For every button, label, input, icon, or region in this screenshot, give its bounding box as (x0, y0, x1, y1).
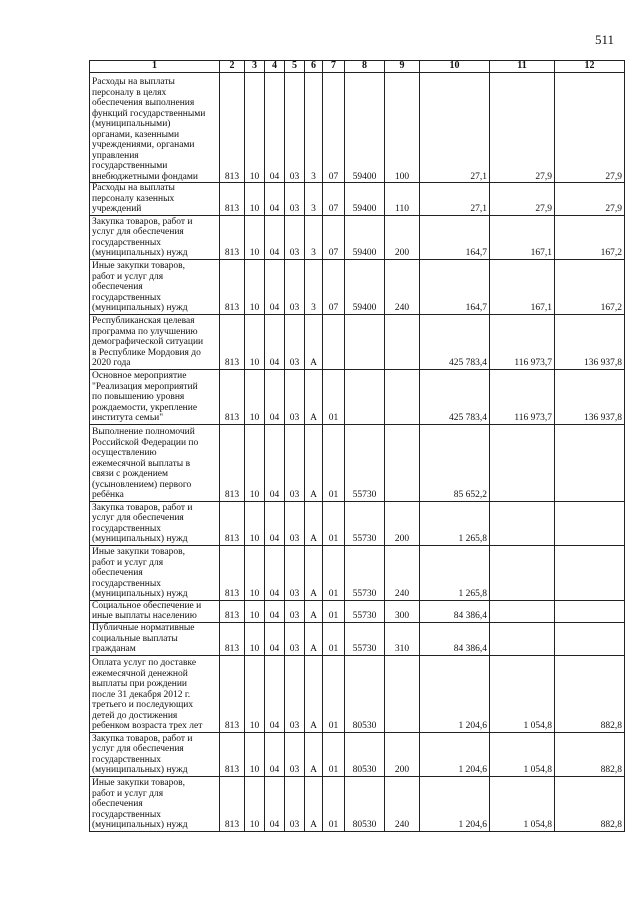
cell-col-11 (490, 424, 555, 501)
cell-col-6: А (305, 369, 323, 424)
cell-col-7: 01 (323, 424, 345, 501)
cell-col-5: 03 (285, 600, 305, 622)
cell-col-11: 1 054,8 (490, 776, 555, 831)
row-name-cell: Социальное обеспечение и иные выплаты населению (90, 600, 220, 622)
cell-col-7: 01 (323, 545, 345, 600)
cell-col-7: 01 (323, 732, 345, 776)
cell-col-7: 07 (323, 183, 345, 216)
cell-col-11: 27,9 (490, 183, 555, 216)
cell-col-10: 425 783,4 (420, 369, 490, 424)
table-body (90, 73, 625, 832)
cell-col-2: 813 (220, 314, 245, 369)
cell-col-9: 240 (385, 259, 420, 314)
cell-col-2: 813 (220, 424, 245, 501)
row-name-cell: Оплата услуг по доставке ежемесячной денежной выплаты при рождении после 31 декабря 2012 г. третьего и последующих детей до достижения ребенком возраста трех лет (90, 655, 220, 732)
cell-col-9 (385, 424, 420, 501)
cell-col-12: 882,8 (555, 776, 625, 831)
column-header-8: 8 (345, 61, 385, 73)
cell-col-12: 136 937,8 (555, 369, 625, 424)
row-name-cell: Публичные нормативные социальные выплаты гражданам (90, 622, 220, 655)
cell-col-8: 80530 (345, 776, 385, 831)
cell-col-11: 1 054,8 (490, 732, 555, 776)
cell-col-5: 03 (285, 732, 305, 776)
table-row (90, 655, 625, 732)
table-row (90, 215, 625, 259)
cell-col-5: 03 (285, 424, 305, 501)
cell-col-8: 59400 (345, 259, 385, 314)
row-name-cell: Закупка товаров, работ и услуг для обеспечения государственных (муниципальных) нужд (90, 215, 220, 259)
cell-col-9: 200 (385, 215, 420, 259)
cell-col-8 (345, 369, 385, 424)
cell-col-8: 80530 (345, 655, 385, 732)
cell-col-5: 03 (285, 622, 305, 655)
cell-col-8: 59400 (345, 183, 385, 216)
cell-col-3: 10 (245, 73, 265, 183)
column-header-4: 4 (265, 61, 285, 73)
cell-col-6: А (305, 600, 323, 622)
cell-col-8: 80530 (345, 732, 385, 776)
cell-col-4: 04 (265, 314, 285, 369)
cell-col-4: 04 (265, 369, 285, 424)
table-header-row (90, 61, 625, 73)
cell-col-4: 04 (265, 600, 285, 622)
cell-col-9 (385, 314, 420, 369)
cell-col-11 (490, 622, 555, 655)
row-name-cell: Основное мероприятие "Реализация мероприятий по повышению уровня рождаемости, укрепление института семьи" (90, 369, 220, 424)
table-row (90, 73, 625, 183)
cell-col-2: 813 (220, 215, 245, 259)
row-name-cell: Выполнение полномочий Российской Федерации по осуществлению ежемесячной выплаты в связи с рождением (усыновлением) первого ребёнка (90, 424, 220, 501)
row-name-cell: Закупка товаров, работ и услуг для обеспечения государственных (муниципальных) нужд (90, 501, 220, 545)
cell-col-4: 04 (265, 501, 285, 545)
cell-col-2: 813 (220, 655, 245, 732)
column-header-5: 5 (285, 61, 305, 73)
cell-col-7: 01 (323, 622, 345, 655)
cell-col-4: 04 (265, 545, 285, 600)
cell-col-8: 55730 (345, 501, 385, 545)
table-row (90, 314, 625, 369)
cell-col-4: 04 (265, 424, 285, 501)
cell-col-3: 10 (245, 501, 265, 545)
cell-col-3: 10 (245, 424, 265, 501)
cell-col-9: 110 (385, 183, 420, 216)
cell-col-12: 882,8 (555, 655, 625, 732)
cell-col-10: 1 204,6 (420, 776, 490, 831)
cell-col-8: 55730 (345, 622, 385, 655)
cell-col-12: 27,9 (555, 73, 625, 183)
cell-col-11: 116 973,7 (490, 314, 555, 369)
column-header-2: 2 (220, 61, 245, 73)
column-header-10: 10 (420, 61, 490, 73)
cell-col-9: 300 (385, 600, 420, 622)
cell-col-4: 04 (265, 215, 285, 259)
cell-col-3: 10 (245, 776, 265, 831)
cell-col-3: 10 (245, 183, 265, 216)
cell-col-12: 27,9 (555, 183, 625, 216)
cell-col-10: 85 652,2 (420, 424, 490, 501)
cell-col-11: 167,1 (490, 259, 555, 314)
cell-col-10: 164,7 (420, 259, 490, 314)
cell-col-7: 07 (323, 73, 345, 183)
cell-col-11: 167,1 (490, 215, 555, 259)
table-row (90, 183, 625, 216)
cell-col-3: 10 (245, 600, 265, 622)
cell-col-9: 240 (385, 545, 420, 600)
table-row (90, 600, 625, 622)
cell-col-2: 813 (220, 545, 245, 600)
cell-col-6: 3 (305, 73, 323, 183)
cell-col-8 (345, 314, 385, 369)
cell-col-4: 04 (265, 73, 285, 183)
cell-col-5: 03 (285, 215, 305, 259)
cell-col-10: 1 265,8 (420, 501, 490, 545)
cell-col-12 (555, 545, 625, 600)
cell-col-3: 10 (245, 259, 265, 314)
cell-col-4: 04 (265, 183, 285, 216)
column-header-9: 9 (385, 61, 420, 73)
cell-col-3: 10 (245, 369, 265, 424)
cell-col-4: 04 (265, 776, 285, 831)
cell-col-2: 813 (220, 776, 245, 831)
cell-col-12 (555, 424, 625, 501)
cell-col-5: 03 (285, 314, 305, 369)
column-header-7: 7 (323, 61, 345, 73)
cell-col-9: 200 (385, 501, 420, 545)
column-header-11: 11 (490, 61, 555, 73)
cell-col-12: 167,2 (555, 259, 625, 314)
row-name-cell: Иные закупки товаров, работ и услуг для обеспечения государственных (муниципальных) нужд (90, 545, 220, 600)
cell-col-8: 59400 (345, 73, 385, 183)
cell-col-4: 04 (265, 732, 285, 776)
cell-col-9: 240 (385, 776, 420, 831)
table-row (90, 622, 625, 655)
cell-col-2: 813 (220, 73, 245, 183)
cell-col-7: 07 (323, 215, 345, 259)
cell-col-6: А (305, 655, 323, 732)
cell-col-11 (490, 600, 555, 622)
cell-col-7: 07 (323, 259, 345, 314)
cell-col-5: 03 (285, 369, 305, 424)
cell-col-3: 10 (245, 215, 265, 259)
cell-col-7: 01 (323, 600, 345, 622)
cell-col-12: 136 937,8 (555, 314, 625, 369)
cell-col-3: 10 (245, 732, 265, 776)
cell-col-7 (323, 314, 345, 369)
cell-col-2: 813 (220, 183, 245, 216)
cell-col-4: 04 (265, 655, 285, 732)
cell-col-9 (385, 369, 420, 424)
cell-col-7: 01 (323, 776, 345, 831)
cell-col-5: 03 (285, 655, 305, 732)
table-row (90, 369, 625, 424)
cell-col-2: 813 (220, 600, 245, 622)
table-row (90, 776, 625, 831)
cell-col-10: 84 386,4 (420, 622, 490, 655)
cell-col-11: 1 054,8 (490, 655, 555, 732)
cell-col-12: 882,8 (555, 732, 625, 776)
cell-col-11: 116 973,7 (490, 369, 555, 424)
column-header-12: 12 (555, 61, 625, 73)
cell-col-6: 3 (305, 215, 323, 259)
cell-col-5: 03 (285, 183, 305, 216)
cell-col-5: 03 (285, 259, 305, 314)
cell-col-2: 813 (220, 732, 245, 776)
cell-col-3: 10 (245, 622, 265, 655)
budget-table (89, 60, 625, 832)
row-name-cell: Иные закупки товаров, работ и услуг для обеспечения государственных (муниципальных) нужд (90, 259, 220, 314)
cell-col-8: 59400 (345, 215, 385, 259)
table-row (90, 732, 625, 776)
column-header-1: 1 (90, 61, 220, 73)
cell-col-6: А (305, 776, 323, 831)
row-name-cell: Иные закупки товаров, работ и услуг для обеспечения государственных (муниципальных) нужд (90, 776, 220, 831)
cell-col-8: 55730 (345, 424, 385, 501)
cell-col-5: 03 (285, 776, 305, 831)
cell-col-8: 55730 (345, 545, 385, 600)
cell-col-6: А (305, 545, 323, 600)
cell-col-10: 425 783,4 (420, 314, 490, 369)
cell-col-5: 03 (285, 545, 305, 600)
column-header-6: 6 (305, 61, 323, 73)
cell-col-4: 04 (265, 622, 285, 655)
cell-col-6: А (305, 314, 323, 369)
cell-col-9: 310 (385, 622, 420, 655)
cell-col-5: 03 (285, 501, 305, 545)
cell-col-9: 200 (385, 732, 420, 776)
cell-col-2: 813 (220, 622, 245, 655)
cell-col-2: 813 (220, 501, 245, 545)
cell-col-7: 01 (323, 655, 345, 732)
cell-col-10: 164,7 (420, 215, 490, 259)
table-row (90, 501, 625, 545)
cell-col-10: 1 204,6 (420, 655, 490, 732)
cell-col-11 (490, 501, 555, 545)
cell-col-9 (385, 655, 420, 732)
cell-col-3: 10 (245, 545, 265, 600)
cell-col-6: 3 (305, 183, 323, 216)
cell-col-10: 27,1 (420, 73, 490, 183)
cell-col-9: 100 (385, 73, 420, 183)
cell-col-6: А (305, 732, 323, 776)
column-header-3: 3 (245, 61, 265, 73)
cell-col-10: 84 386,4 (420, 600, 490, 622)
cell-col-10: 1 265,8 (420, 545, 490, 600)
cell-col-5: 03 (285, 73, 305, 183)
row-name-cell: Закупка товаров, работ и услуг для обеспечения государственных (муниципальных) нужд (90, 732, 220, 776)
cell-col-10: 27,1 (420, 183, 490, 216)
row-name-cell: Расходы на выплаты персоналу в целях обеспечения выполнения функций государственными (муниципальными) органами, казенными учреждениями, органами управления государственными внебюджетными фондами (90, 73, 220, 183)
cell-col-12 (555, 622, 625, 655)
cell-col-6: А (305, 501, 323, 545)
cell-col-8: 55730 (345, 600, 385, 622)
cell-col-3: 10 (245, 655, 265, 732)
cell-col-2: 813 (220, 369, 245, 424)
table-row (90, 259, 625, 314)
cell-col-6: А (305, 622, 323, 655)
table-row (90, 545, 625, 600)
cell-col-7: 01 (323, 369, 345, 424)
cell-col-6: А (305, 424, 323, 501)
cell-col-10: 1 204,6 (420, 732, 490, 776)
row-name-cell: Расходы на выплаты персоналу казенных учреждений (90, 183, 220, 216)
cell-col-11 (490, 545, 555, 600)
cell-col-6: 3 (305, 259, 323, 314)
cell-col-2: 813 (220, 259, 245, 314)
cell-col-4: 04 (265, 259, 285, 314)
cell-col-12 (555, 501, 625, 545)
table-row (90, 424, 625, 501)
row-name-cell: Республиканская целевая программа по улучшению демографической ситуации в Республике Мордовия до 2020 года (90, 314, 220, 369)
cell-col-12 (555, 600, 625, 622)
cell-col-7: 01 (323, 501, 345, 545)
cell-col-12: 167,2 (555, 215, 625, 259)
cell-col-11: 27,9 (490, 73, 555, 183)
cell-col-3: 10 (245, 314, 265, 369)
page-number: 511 (594, 32, 614, 47)
